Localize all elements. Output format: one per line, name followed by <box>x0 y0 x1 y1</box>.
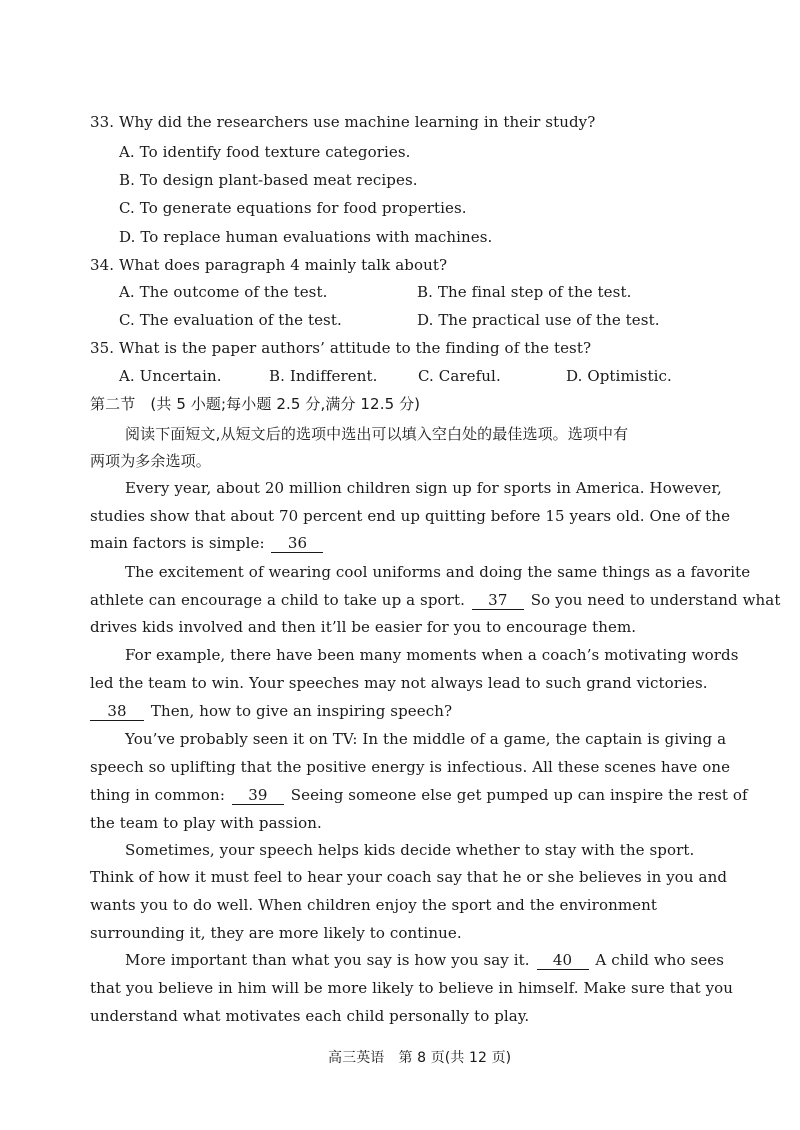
blank-36: 36 <box>271 535 323 553</box>
passage-p4-line1: You’ve probably seen it on TV: In the middle of a game, the captain is giving a <box>125 730 727 748</box>
question-33-option-a: A. To identify food texture categories. <box>119 143 411 161</box>
passage-p5-line4: surrounding it, they are more likely to continue. <box>90 924 462 942</box>
question-34-option-a: A. The outcome of the test. <box>119 283 328 301</box>
question-34-option-c: C. The evaluation of the test. <box>119 311 342 329</box>
question-35-option-d: D. Optimistic. <box>566 367 672 385</box>
passage-p1-line2: studies show that about 70 percent end up quitting before 15 years old. One of the <box>90 507 731 525</box>
passage-p6-line2: that you believe in him will be more likely to believe in himself. Make sure that you <box>90 979 734 997</box>
passage-p4-line3 <box>90 785 748 805</box>
blank-37: 37 <box>472 592 524 610</box>
question-35-option-c: C. Careful. <box>418 367 501 385</box>
section-instruction-cont: 两项为多余选项。 <box>90 452 211 470</box>
section-instruction: 阅读下面短文,从短文后的选项中选出可以填入空白处的最佳选项。选项中有 <box>125 425 629 443</box>
passage-text: main factors is simple: <box>90 534 265 552</box>
passage-p6-line1 <box>125 950 724 970</box>
question-35-option-a: A. Uncertain. <box>119 367 222 385</box>
question-33-option-d: D. To replace human evaluations with machines. <box>119 228 493 246</box>
passage-text: thing in common: <box>90 786 225 804</box>
passage-p2-line3: drives kids involved and then it’ll be easier for you to encourage them. <box>90 618 637 636</box>
passage-p5-line2: Think of how it must feel to hear your coach say that he or she believes in you and <box>90 868 728 886</box>
passage-p5-line1: Sometimes, your speech helps kids decide whether to stay with the sport. <box>125 841 695 859</box>
passage-p4-line4: the team to play with passion. <box>90 814 322 832</box>
question-33-stem: 33. Why did the researchers use machine learning in their study? <box>90 113 596 131</box>
passage-p4-line2: speech so uplifting that the positive energy is infectious. All these scenes have one <box>90 758 731 776</box>
passage-p3-line3 <box>88 701 452 721</box>
passage-p1-line3 <box>90 533 325 553</box>
passage-p2-line2 <box>90 590 780 610</box>
page-footer: 高三英语 第 8 页(共 12 页) <box>328 1050 512 1066</box>
passage-text: A child who sees <box>595 951 725 969</box>
blank-38: 38 <box>90 703 144 721</box>
passage-text: So you need to understand what <box>530 591 781 609</box>
section-title: 第二节 (共 5 小题;每小题 2.5 分,满分 12.5 分) <box>90 395 421 413</box>
passage-p5-line3: wants you to do well. When children enjoy the sport and the environment <box>90 896 658 914</box>
blank-39: 39 <box>232 787 284 805</box>
passage-p3-line2: led the team to win. Your speeches may not always lead to such grand victories. <box>90 674 708 692</box>
question-34-stem: 34. What does paragraph 4 mainly talk about? <box>90 256 448 274</box>
passage-p1-line1: Every year, about 20 million children sign up for sports in America. However, <box>125 479 722 497</box>
question-33-option-c: C. To generate equations for food properties. <box>119 199 467 217</box>
passage-p3-line1: For example, there have been many moments when a coach’s motivating words <box>125 646 739 664</box>
passage-text: Seeing someone else get pumped up can inspire the rest of <box>290 786 748 804</box>
blank-40: 40 <box>537 952 589 970</box>
question-33-option-b: B. To design plant-based meat recipes. <box>119 171 418 189</box>
question-34-option-b: B. The final step of the test. <box>417 283 632 301</box>
question-34-option-d: D. The practical use of the test. <box>417 311 660 329</box>
question-35-option-b: B. Indifferent. <box>269 367 378 385</box>
passage-p2-line1: The excitement of wearing cool uniforms and doing the same things as a favorite <box>125 563 751 581</box>
passage-text: More important than what you say is how you say it. <box>125 951 530 969</box>
question-35-stem: 35. What is the paper authors’ attitude to the finding of the test? <box>90 339 592 357</box>
passage-text: Then, how to give an inspiring speech? <box>150 702 453 720</box>
passage-text: athlete can encourage a child to take up a sport. <box>90 591 465 609</box>
passage-p6-line3: understand what motivates each child personally to play. <box>90 1007 530 1025</box>
